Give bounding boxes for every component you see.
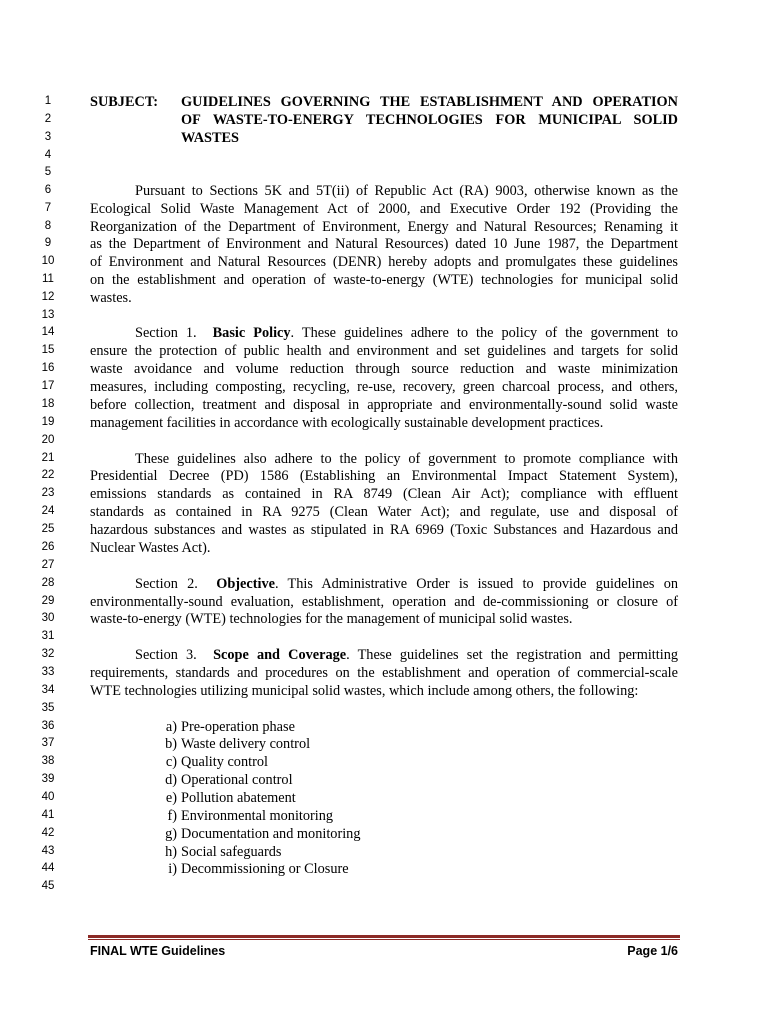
section1-line: waste avoidance and volume reduction through source reduction and waste minimization	[90, 361, 678, 377]
line-number: 11	[42, 273, 54, 285]
line-number: 22	[41, 469, 55, 481]
line-number: 42	[41, 827, 55, 839]
line-number: 40	[41, 791, 55, 803]
subject-line-2: OF WASTE-TO-ENERGY TECHNOLOGIES FOR MUNICIPAL SOLID	[181, 112, 678, 128]
list-item: Waste delivery control	[181, 736, 311, 752]
line-number: 43	[41, 845, 55, 857]
section3-prefix: Section 3.	[135, 647, 197, 663]
line-number: 10	[41, 255, 55, 267]
page-number: Page 1/6	[627, 944, 678, 958]
line-number: 12	[41, 291, 55, 303]
line-number: 36	[41, 720, 55, 732]
line-number: 20	[41, 434, 55, 446]
list-item: Pollution abatement	[181, 790, 296, 806]
line-number: 23	[41, 487, 55, 499]
line-number: 33	[41, 666, 55, 678]
line-number: 30	[41, 612, 55, 624]
section1b-line: hazardous substances and wastes as stipulated in RA 6969 (Toxic Substances and Hazardous and	[90, 522, 678, 538]
list-item: Decommissioning or Closure	[181, 861, 349, 877]
line-number: 14	[41, 326, 55, 338]
line-number: 8	[44, 220, 52, 232]
line-number: 29	[41, 595, 55, 607]
section2-prefix: Section 2.	[135, 576, 198, 592]
line-number: 19	[41, 416, 55, 428]
line-number: 24	[41, 505, 55, 517]
line-number: 16	[41, 362, 55, 374]
list-item-letter: f)	[167, 808, 177, 824]
section1-heading-line	[135, 324, 678, 342]
line-number: 5	[44, 166, 52, 178]
subject-label: SUBJECT:	[90, 94, 159, 110]
line-number: 26	[41, 541, 55, 553]
section1b-line: emissions standards as contained in RA 8749 (Clean Air Act); compliance with effluent	[90, 486, 678, 502]
footer-rule	[88, 935, 680, 938]
line-number: 21	[41, 452, 55, 464]
section1b-line: Presidential Decree (PD) 1586 (Establishing an Environmental Impact Statement System),	[90, 468, 678, 484]
section1b-line: standards as contained in RA 9275 (Clean Water Act); and regulate, use and disposal of	[90, 504, 678, 520]
line-number: 6	[44, 184, 52, 196]
preamble-line: as the Department of Environment and Natural Resources) dated 10 June 1987, the Department	[90, 236, 678, 252]
section3-first-rest: . These guidelines set the registration and permitting	[346, 647, 679, 663]
line-number: 27	[41, 559, 55, 571]
section2-title: Objective	[216, 576, 275, 592]
line-number: 3	[44, 131, 52, 143]
list-item: Operational control	[181, 772, 293, 788]
line-number: 25	[41, 523, 55, 535]
line-number: 38	[41, 755, 55, 767]
list-item-letter: i)	[168, 861, 177, 877]
list-item-letter: d)	[165, 772, 177, 788]
preamble-line: of Environment and Natural Resources (DENR) hereby adopts and promulgates these guidelines	[90, 254, 678, 270]
line-number: 2	[44, 113, 52, 125]
list-item: Documentation and monitoring	[181, 826, 361, 842]
section1-title: Basic Policy	[212, 325, 291, 341]
preamble-line: wastes.	[90, 290, 132, 306]
subject-line-3: WASTES	[181, 130, 240, 146]
line-number: 45	[41, 880, 55, 892]
line-number: 37	[41, 737, 55, 749]
section3-heading-line	[135, 646, 678, 664]
line-number: 7	[44, 202, 52, 214]
preamble-line: Pursuant to Sections 5K and 5T(ii) of Republic Act (RA) 9003, otherwise known as the	[135, 183, 678, 199]
section3-title: Scope and Coverage	[213, 647, 347, 663]
line-number: 31	[41, 630, 55, 642]
subject-line-1: GUIDELINES GOVERNING THE ESTABLISHMENT AND OPERATION	[181, 94, 678, 110]
section1-first-rest: . These guidelines adhere to the policy of the government to	[290, 325, 678, 341]
section1-line: ensure the protection of public health and environment and set guidelines and targets for solid	[90, 343, 678, 359]
line-number: 34	[41, 684, 55, 696]
line-number: 44	[41, 862, 55, 874]
preamble-line: on the establishment and operation of waste-to-energy (WTE) technologies for municipal solid	[90, 272, 678, 288]
section1-line: before collection, treatment and disposal in appropriate and environmentally-sound solid waste	[90, 397, 678, 413]
list-item-letter: h)	[165, 844, 177, 860]
list-item: Pre-operation phase	[181, 719, 295, 735]
line-number: 39	[41, 773, 55, 785]
section1-line: management facilities in accordance with ecologically sustainable development practices.	[90, 415, 604, 431]
section3-line: WTE technologies utilizing municipal solid wastes, which include among others, the following:	[90, 683, 639, 699]
line-number: 18	[41, 398, 55, 410]
list-item-letter: a)	[165, 719, 177, 735]
section2-heading-line	[135, 575, 678, 593]
section1b-line: Nuclear Wastes Act).	[90, 540, 211, 556]
section2-line: environmentally-sound evaluation, establishment, operation and de-commissioning or closure of	[90, 594, 678, 610]
list-item: Social safeguards	[181, 844, 282, 860]
line-number: 9	[44, 237, 52, 249]
line-number: 28	[41, 577, 55, 589]
line-number: 17	[41, 380, 55, 392]
line-number: 1	[44, 95, 52, 107]
line-number: 32	[41, 648, 55, 660]
section1-prefix: Section 1.	[135, 325, 197, 341]
line-number: 35	[41, 702, 55, 714]
list-item-letter: c)	[165, 754, 177, 770]
section1b-line: These guidelines also adhere to the policy of government to promote compliance with	[135, 451, 678, 467]
list-item-letter: g)	[165, 826, 177, 842]
preamble-line: Reorganization of the Department of Environment, Energy and Natural Resources; Renaming it	[90, 219, 678, 235]
section2-line: waste-to-energy (WTE) technologies for the management of municipal solid wastes.	[90, 611, 573, 627]
preamble-line: Ecological Solid Waste Management Act of 2000, and Executive Order 192 (Providing the	[90, 201, 678, 217]
list-item-letter: b)	[165, 736, 177, 752]
line-number: 4	[44, 149, 52, 161]
footer-title: FINAL WTE Guidelines	[90, 944, 226, 958]
list-item: Environmental monitoring	[181, 808, 334, 824]
list-item: Quality control	[181, 754, 268, 770]
footer-rule-thin	[88, 939, 680, 940]
line-number: 41	[41, 809, 55, 821]
list-item-letter: e)	[165, 790, 177, 806]
line-number: 15	[41, 344, 55, 356]
section1-line: measures, including composting, recycling, re-use, recovery, green charcoal process, and others,	[90, 379, 678, 395]
section3-line: requirements, standards and procedures on the establishment and operation of commercial-scale	[90, 665, 678, 681]
section2-first-rest: . This Administrative Order is issued to provide guidelines on	[274, 576, 678, 592]
line-number: 13	[41, 309, 55, 321]
